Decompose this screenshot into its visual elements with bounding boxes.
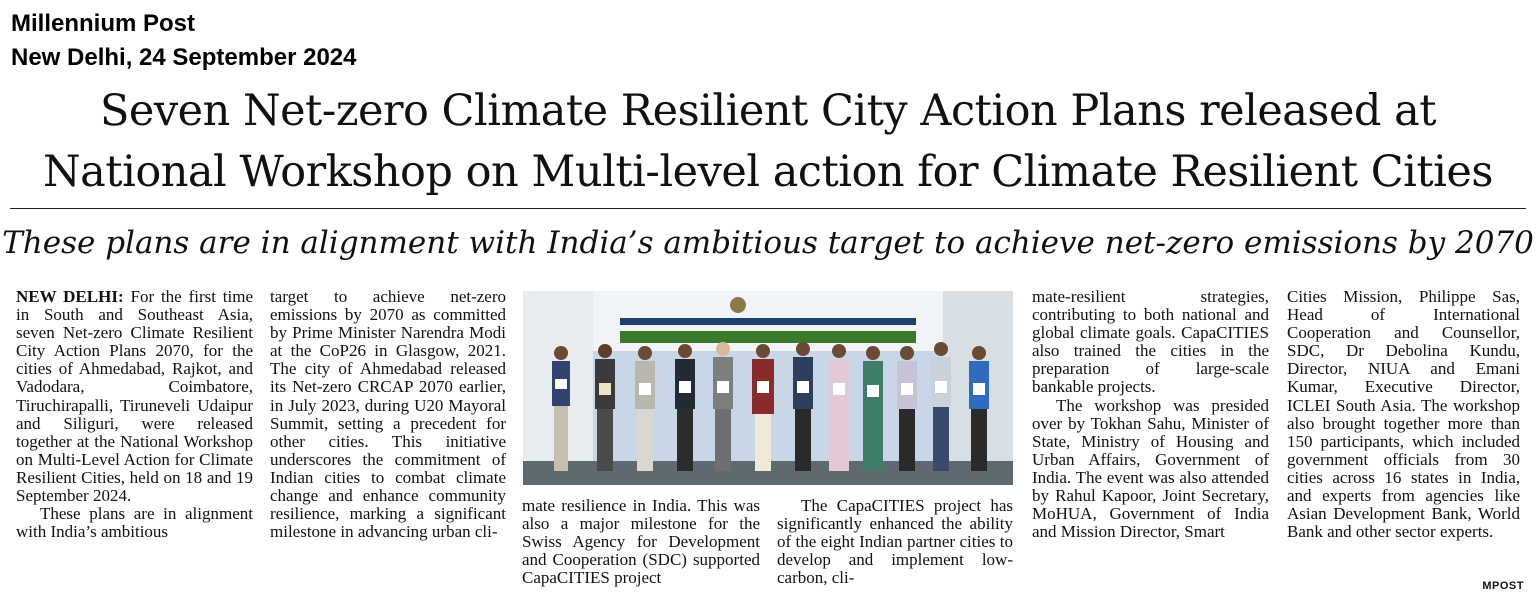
- article-paragraph: target to achieve net-zero emissions by 2070 as committed by Prime Minister Narendra Modi at the CoP26 in Glasgow, 2021. The city of Ahmedabad released its Net-zero CRCAP 2070 earlier, in July 2023, during U20 Mayoral Summit, setting a precedent for other cities. This initiative underscores the commitment of Indian cities to combat climate change and enhance community resilience, marking a significant milestone in advancing urban cli-: [270, 287, 506, 542]
- article-paragraph: mate resilience in India. This was also a major milestone for the Swiss Agency for Development and Cooperation (SDC) supported CapaCITIES project: [522, 496, 760, 588]
- article-paragraph: [16, 288, 253, 505]
- person-figure: [897, 346, 917, 471]
- person-figure: [595, 344, 615, 471]
- person-figure: [675, 344, 695, 471]
- person-figure: [713, 342, 733, 471]
- article-paragraph: The workshop was presided over by Tokhan Sahu, Minister of State, Ministry of Housing and Urban Affairs, Government of India. The event was also attended by Rahul Kapoor, Joint Secretary, MoHUA, Government of India and Mission Director, Smart: [1032, 395, 1269, 542]
- event-photo: [523, 291, 1013, 485]
- person-figure: [635, 346, 655, 471]
- article-credit: MPOST: [1482, 580, 1524, 592]
- article-column-1: [16, 288, 253, 541]
- article-paragraph: These plans are in alignment with India’s ambitious: [16, 504, 253, 542]
- article-column-5: [1032, 288, 1269, 541]
- banner-subtitle-bar: [620, 331, 916, 343]
- person-figure: [793, 342, 813, 471]
- banner-title-bar: [620, 318, 916, 325]
- emblem-icon: [730, 297, 746, 313]
- article-column-2: [270, 288, 506, 541]
- article-paragraph: Cities Mission, Philippe Sas, Head of International Cooperation and Counsellor, SDC, Dr Debolina Kundu, Director, NIUA and Emani Kumar, Executive Director, ICLEI South Asia. The workshop also brought together more than 150 participants, which included government officials from 30 cities across 16 states in India, and experts from agencies like Asian Development Bank, World Bank and other sector experts.: [1287, 287, 1520, 542]
- publication-name: Millennium Post: [11, 10, 196, 37]
- article-text: For the first time in South and Southeast Asia, seven Net-zero Climate Resilient City Action Plans 2070, for the cities of Ahmedabad, Rajkot, and Vadodara, Coimbatore, Tiruchirapalli, Tiruneveli Udaipur and Siliguri, were released together at the National Workshop on Multi-Level Action for Climate Resilient Cities, held on 18 and 19 September 2024.: [16, 287, 254, 506]
- headline-divider: [10, 208, 1526, 209]
- headline-line-2: National Workshop on Multi-level action for Climate Resilient Cities: [43, 147, 1493, 197]
- publication-dateline: New Delhi, 24 September 2024: [11, 44, 357, 71]
- person-figure: [552, 346, 570, 471]
- person-figure: [863, 346, 883, 471]
- article-column-4: [777, 497, 1013, 587]
- article-paragraph: mate-resilient strategies, contributing to both national and global climate goals. CapaCITIES also trained the cities in the preparation of large-scale bankable projects.: [1032, 287, 1269, 397]
- article-paragraph: The CapaCITIES project has significantly enhanced the ability of the eight Indian partner cities to develop and implement low-carbon, cli-: [777, 496, 1013, 588]
- headline-line-1: Seven Net-zero Climate Resilient City Action Plans released at: [99, 86, 1437, 136]
- person-figure: [829, 344, 849, 471]
- person-figure: [931, 342, 951, 471]
- article-column-3: [522, 497, 760, 587]
- event-photo-illustration: [523, 291, 1013, 485]
- person-figure: [969, 346, 989, 471]
- article-dateline: NEW DELHI:: [16, 287, 124, 306]
- deck-subheadline: These plans are in alignment with India’s ambitious target to achieve net-zero emissions by 2070: [2, 225, 1534, 261]
- article-column-6: [1287, 288, 1520, 541]
- person-figure: [752, 344, 774, 471]
